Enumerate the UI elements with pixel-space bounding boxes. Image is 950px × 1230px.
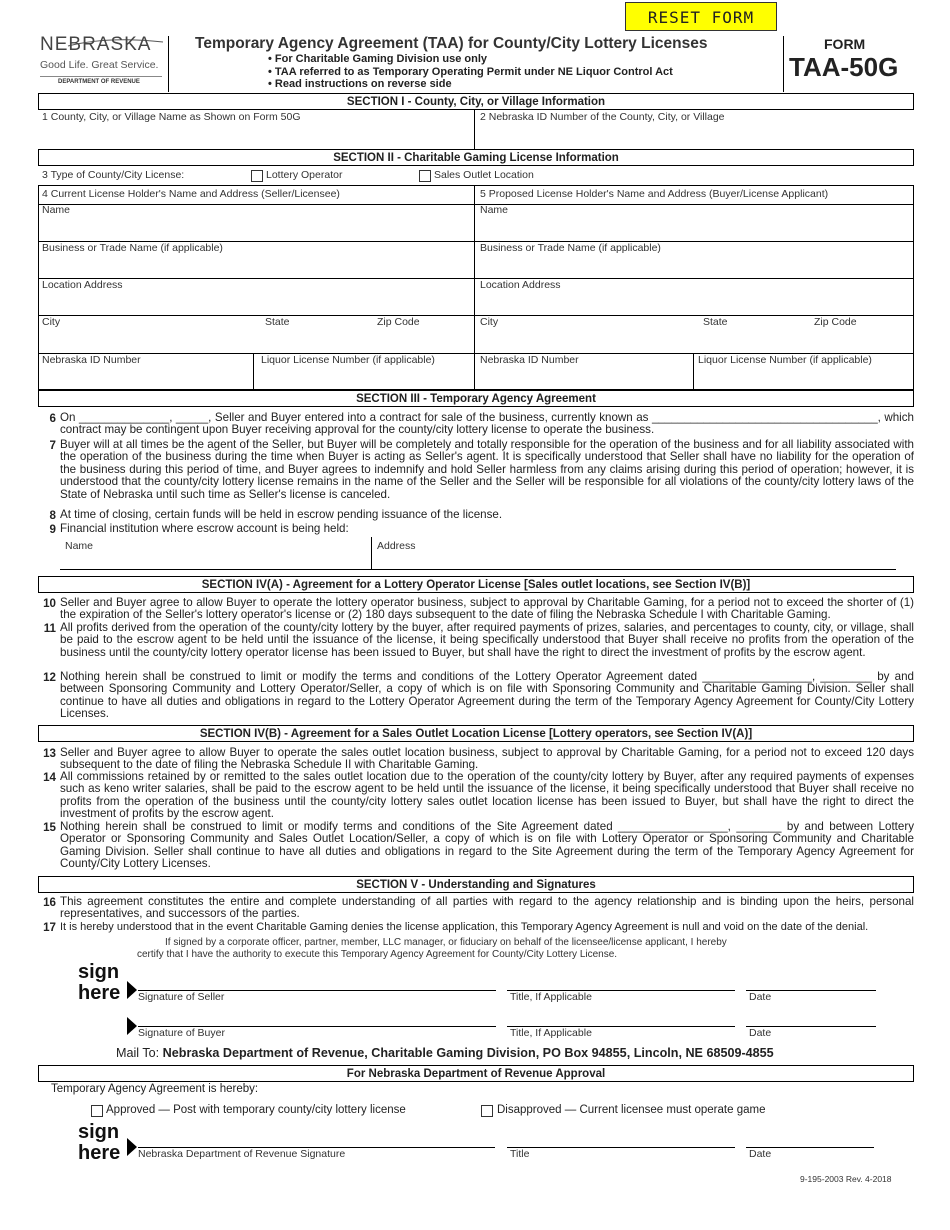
county-id-field[interactable] (475, 110, 914, 148)
county-name-field[interactable] (38, 110, 474, 148)
item-13-text: Seller and Buyer agree to allow Buyer to operate the sales outlet location business, subject to approval by Charitable Gaming, for a period not to exceed 120 days subsequent to the date of filing the Nebraska Schedule II with Charitable Gaming. (60, 746, 914, 772)
item-10-number: 10 (43, 597, 56, 610)
buyer-heading: 5 Proposed License Holder's Name and Address (Buyer/License Applicant) (480, 188, 829, 200)
item-12-text: Nothing herein shall be construed to limit or modify the terms and conditions of the Lottery Operator Agreement dated _________________, ________ by and between Sponsoring Community and Lottery Operator/Seller, a copy of which is on file with Sponsoring Community and Charitable Gaming Division. Seller shall continue to have all duties and obligations in regard to the Lottery Operator Agreement during the term of the Temporary Agency Agreement for County/City Lottery Licenses. (60, 670, 914, 721)
item-17-number: 17 (43, 921, 56, 934)
buyer-title-label: Title, If Applicable (510, 1027, 592, 1039)
county-id-label: 2 Nebraska ID Number of the County, City, or Village (480, 111, 725, 123)
revision-number: 9-195-2003 Rev. 4-2018 (800, 1174, 892, 1184)
section-1-title: SECTION I - County, City, or Village Information (38, 93, 914, 110)
revenue-signature-field[interactable] (138, 1127, 495, 1147)
item-7-text: Buyer will at all times be the agent of the Seller, but Buyer will be completely and totally responsible for the operation of the business and for all liability associated with the operation of the business during the time when Buyer is acting as Seller's agent. It is specifically understood that Seller shall have no liability for the operation of the business during this period of time, and Buyer agrees to indemnify and hold Seller harmless from any claims arising during this period of operation; however, it is understood that the county/city lottery license remains in the name of the Seller and the Seller will be responsible for all violations of the county/city lottery laws of the State of Nebraska until such time as Seller's license is canceled. (60, 438, 914, 501)
revenue-title-label: Title (510, 1148, 530, 1160)
item-8-number: 8 (49, 509, 56, 522)
lottery-operator-checkbox[interactable] (251, 170, 263, 182)
license-type-label: 3 Type of County/City License: (42, 169, 185, 181)
approval-intro: Temporary Agency Agreement is hereby: (51, 1083, 259, 1095)
mail-to-prefix: Mail To: (116, 1046, 163, 1060)
buyer-name-field[interactable] (477, 216, 911, 240)
item-17-text: It is hereby understood that in the event Charitable Gaming denies the license application, this Temporary Agency Agreement is null and void on the date of the denial. (60, 921, 869, 933)
buyer-date-label: Date (749, 1027, 772, 1039)
item-11-text: All profits derived from the operation of the county/city lottery by the buyer, after required payments of prizes, salaries, and percentages to county, city, or village, shall be paid to the escrow agent to be held until the issuance of the license, it being specifically understood that Buyer shall receive no profits from the operation of the business until the county/city lottery operator license has been issued to Buyer, but shall have the right to direct the investment of profits by the escrow agent. (60, 621, 914, 659)
form-label: FORM (824, 36, 866, 52)
disapproved-label: Disapproved — Current licensee must operate game (497, 1104, 766, 1116)
revenue-signature-label: Nebraska Department of Revenue Signature (138, 1148, 346, 1160)
seller-date-field[interactable] (746, 970, 876, 990)
seller-zip-label: Zip Code (377, 316, 420, 328)
approval-sign-arrow-icon (127, 1138, 137, 1156)
item-11-number: 11 (43, 622, 56, 635)
item-12-number: 12 (43, 671, 56, 684)
sign-here-label (78, 962, 120, 1004)
item-8-text: At time of closing, certain funds will be held in escrow pending issuance of the license. (60, 508, 503, 521)
revenue-date-label: Date (749, 1148, 772, 1160)
sign-word: sign (78, 961, 120, 983)
seller-location-field[interactable] (40, 291, 470, 315)
buyer-location-label: Location Address (480, 279, 561, 291)
item-6-text: On ______________, _____, Seller and Buyer entered into a contract for sale of the business, currently known as ___________________________________, which contract may be contingent upon Buyer receiving approval for the county/city lottery license to operate the business. (60, 411, 914, 437)
logo-wordmark: NEBRASKA (40, 34, 152, 55)
approval-title: For Nebraska Department of Revenue Approval (38, 1065, 914, 1082)
here-word: here (78, 982, 121, 1004)
seller-sign-arrow-icon (127, 981, 137, 999)
buyer-name-label: Name (480, 204, 509, 216)
item-16-number: 16 (43, 896, 56, 909)
seller-business-label: Business or Trade Name (if applicable) (42, 242, 223, 254)
section-2-title: SECTION II - Charitable Gaming License Information (38, 149, 914, 166)
item-14-number: 14 (43, 771, 56, 784)
buyer-sign-arrow-icon (127, 1017, 137, 1035)
seller-location-label: Location Address (42, 279, 123, 291)
reset-form-button[interactable]: RESET FORM (625, 2, 777, 31)
seller-business-field[interactable] (40, 254, 470, 278)
seller-ne-id-label: Nebraska ID Number (42, 354, 141, 366)
buyer-business-field[interactable] (477, 254, 911, 278)
logo-dept: DEPARTMENT OF REVENUE (58, 79, 140, 85)
revenue-title-field[interactable] (507, 1127, 735, 1147)
revenue-date-field[interactable] (746, 1127, 874, 1147)
seller-date-label: Date (749, 991, 772, 1003)
nebraska-logo (38, 32, 166, 90)
buyer-ne-id-label: Nebraska ID Number (480, 354, 579, 366)
buyer-zip-label: Zip Code (814, 316, 857, 328)
form-number: TAA-50G (789, 52, 899, 82)
item-6-number: 6 (49, 412, 56, 425)
approval-sign-word: sign (78, 1121, 120, 1143)
buyer-state-label: State (703, 316, 728, 328)
item-9-number: 9 (49, 523, 56, 536)
seller-title-field[interactable] (507, 970, 735, 990)
escrow-address-field[interactable] (374, 552, 894, 570)
seller-name-field[interactable] (40, 216, 470, 240)
buyer-city-label: City (480, 316, 499, 328)
seller-signature-label: Signature of Seller (138, 991, 225, 1003)
section-4a-title: SECTION IV(A) - Agreement for a Lottery Operator License [Sales outlet locations, see Section IV(B)] (38, 576, 914, 593)
header-bullet-3: • Read instructions on reverse side (268, 78, 452, 90)
section-3-title: SECTION III - Temporary Agency Agreement (38, 390, 914, 407)
item-7-number: 7 (49, 439, 56, 452)
escrow-name-label: Name (65, 540, 94, 552)
approved-checkbox[interactable] (91, 1105, 103, 1117)
sales-outlet-checkbox[interactable] (419, 170, 431, 182)
approval-here-word: here (78, 1142, 121, 1164)
buyer-title-field[interactable] (507, 1006, 735, 1026)
seller-liquor-label: Liquor License Number (if applicable) (261, 354, 435, 366)
mail-to-address: Nebraska Department of Revenue, Charitable Gaming Division, PO Box 94855, Lincoln, NE 68509-4855 (162, 1046, 774, 1060)
escrow-name-field[interactable] (62, 552, 368, 570)
lottery-operator-label: Lottery Operator (266, 169, 343, 181)
section-4b-title: SECTION IV(B) - Agreement for a Sales Outlet Location License [Lottery operators, see Section IV(A)] (38, 725, 914, 742)
form-title: Temporary Agency Agreement (TAA) for County/City Lottery Licenses (195, 35, 708, 52)
section-5-title: SECTION V - Understanding and Signatures (38, 876, 914, 893)
sales-outlet-label: Sales Outlet Location (434, 169, 534, 181)
county-name-label: 1 County, City, or Village Name as Shown on Form 50G (42, 111, 301, 123)
seller-heading: 4 Current License Holder's Name and Address (Seller/Licensee) (42, 188, 340, 200)
item-15-text: Nothing herein shall be construed to limit or modify terms and conditions of the Site Agreement dated _________________, _______ by and between Lottery Operator or Sponsoring Community and Sales Outlet Location/Seller, a copy of which is on file with Lottery Operator or Sponsoring Community and Charitable Gaming Division. Seller shall continue to have all duties and obligations in regard to the Site Agreement during the term of the Temporary Agency Agreement for County/City Lottery Licenses. (60, 820, 914, 871)
seller-state-label: State (265, 316, 290, 328)
buyer-city-field[interactable] (477, 328, 911, 352)
mail-to-line (116, 1046, 774, 1060)
disapproved-checkbox[interactable] (481, 1105, 493, 1117)
seller-signature-field[interactable] (138, 970, 496, 990)
buyer-location-field[interactable] (477, 291, 911, 315)
item-15-number: 15 (43, 821, 56, 834)
seller-city-field[interactable] (40, 328, 470, 352)
approved-label: Approved — Post with temporary county/city lottery license (106, 1104, 406, 1116)
seller-city-label: City (42, 316, 61, 328)
item-16-text: This agreement constitutes the entire and complete understanding of all parties with regard to the agency relationship and is binding upon the heirs, personal representatives, and successors of the parties. (60, 895, 914, 921)
certify-line-2: certify that I have the authority to execute this Temporary Agency Agreement for County/City Lottery License. (137, 949, 618, 960)
seller-title-label: Title, If Applicable (510, 991, 592, 1003)
item-14-text: All commissions retained by or remitted to the sales outlet location due to the operation of the county/city lottery by Buyer, after any required payments of expenses such as keno writer salaries, shall be paid to the escrow agent to be held until the issuance of the license, it being specifically understood that Buyer shall receive no profits from the operation of the business until the county/city lottery sales outlet location license has been issued to Buyer, but shall have the right to direct the investment of profits by the escrow agent. (60, 770, 914, 821)
item-10-text: Seller and Buyer agree to allow Buyer to operate the lottery operator business, subject to approval by Charitable Gaming, for a period not to exceed the shorter of (1) the expiration of the Seller's lottery operator's license or (2) 180 days subsequent to the date of filing the Nebraska Schedule I with Charitable Gaming. (60, 596, 914, 622)
buyer-date-field[interactable] (746, 1006, 876, 1026)
buyer-signature-field[interactable] (138, 1006, 496, 1026)
item-9-text: Financial institution where escrow account is being held: (60, 522, 349, 535)
item-13-number: 13 (43, 747, 56, 760)
header-bullet-1: • For Charitable Gaming Division use only (268, 53, 488, 65)
buyer-signature-label: Signature of Buyer (138, 1027, 225, 1039)
buyer-business-label: Business or Trade Name (if applicable) (480, 242, 661, 254)
approval-sign-here-label (78, 1122, 120, 1164)
seller-name-label: Name (42, 204, 71, 216)
certify-line-1: If signed by a corporate officer, partner, member, LLC manager, or fiduciary on behalf of the licensee/license applicant, I hereby (165, 937, 727, 948)
logo-tagline: Good Life. Great Service. (40, 59, 159, 71)
header-bullet-2: • TAA referred to as Temporary Operating Permit under NE Liquor Control Act (268, 66, 673, 78)
buyer-liquor-label: Liquor License Number (if applicable) (698, 354, 872, 366)
escrow-address-label: Address (377, 540, 416, 552)
